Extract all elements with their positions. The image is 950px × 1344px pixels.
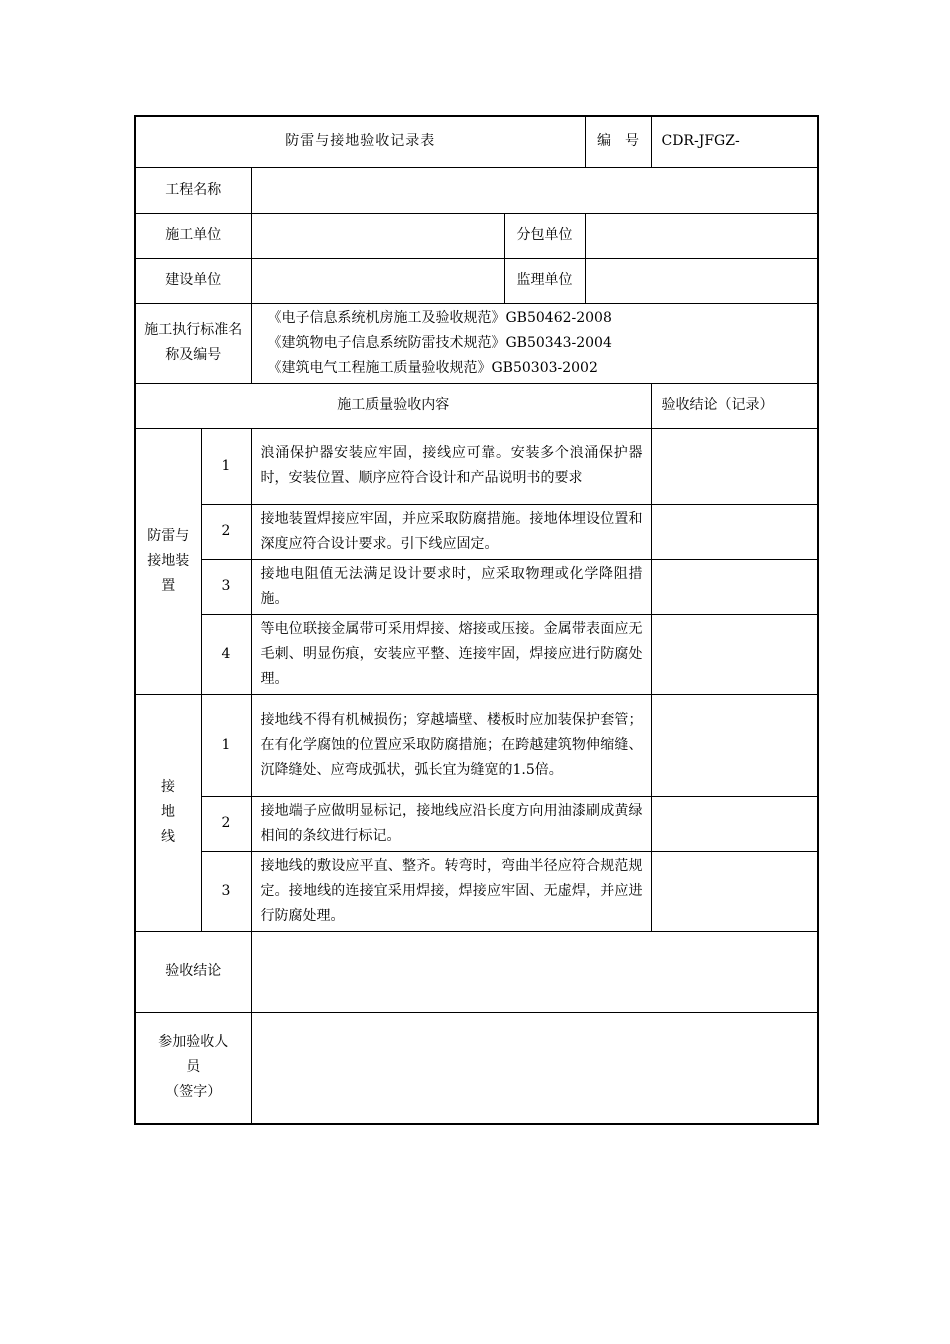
- participants-label: [135, 1012, 251, 1124]
- form-title: 防雷与接地验收记录表: [135, 116, 585, 167]
- subcontract-unit-field[interactable]: [585, 213, 818, 258]
- construction-unit-label: 施工单位: [135, 213, 251, 258]
- participants-signature-field[interactable]: [251, 1012, 818, 1124]
- number-value[interactable]: CDR-JFGZ-: [651, 116, 818, 167]
- project-name-field[interactable]: [251, 167, 818, 213]
- item-conclusion-field[interactable]: [651, 559, 818, 614]
- item-description: 浪涌保护器安装应牢固，接线应可靠。安装多个浪涌保护器时，安装位置、顺序应符合设计和产品说明书的要求: [251, 428, 651, 504]
- content-header: 施工质量验收内容: [135, 383, 651, 428]
- standard-item: 《电子信息系统机房施工及验收规范》GB50462-2008: [267, 309, 612, 326]
- section-name-lightning: 防雷与接地装置: [135, 428, 201, 694]
- item-description: 接地线不得有机械损伤；穿越墙壁、楼板时应加装保护套管；在有化学腐蚀的位置应采取防腐措施；在跨越建筑物伸缩缝、沉降缝处、应弯成弧状，弧长宜为缝宽的1.5倍。: [251, 694, 651, 796]
- number-label: 编 号: [585, 116, 651, 167]
- subcontract-unit-label: 分包单位: [504, 213, 585, 258]
- acceptance-conclusion-label: 验收结论: [135, 931, 251, 1012]
- standards-label: 施工执行标准名称及编号: [135, 303, 251, 383]
- item-number: 1: [201, 428, 251, 504]
- item-number: 2: [201, 504, 251, 559]
- item-description: 接地装置焊接应牢固，并应采取防腐措施。接地体埋设位置和深度应符合设计要求。引下线应固定。: [251, 504, 651, 559]
- standards-list: [251, 303, 818, 383]
- item-number: 3: [201, 559, 251, 614]
- item-description: 接地线的敷设应平直、整齐。转弯时，弯曲半径应符合规范规定。接地线的连接宜采用焊接，焊接应牢固、无虚焊，并应进行防腐处理。: [251, 851, 651, 931]
- construction-unit-field[interactable]: [251, 213, 504, 258]
- item-conclusion-field[interactable]: [651, 694, 818, 796]
- item-description: 等电位联接金属带可采用焊接、熔接或压接。金属带表面应无毛刺、明显伤痕，安装应平整、连接牢固，焊接应进行防腐处理。: [251, 614, 651, 694]
- conclusion-header: 验收结论（记录）: [651, 383, 818, 428]
- item-number: 1: [201, 694, 251, 796]
- owner-unit-label: 建设单位: [135, 258, 251, 303]
- item-conclusion-field[interactable]: [651, 428, 818, 504]
- item-description: 接地电阻值无法满足设计要求时，应采取物理或化学降阻措施。: [251, 559, 651, 614]
- supervision-unit-field[interactable]: [585, 258, 818, 303]
- item-conclusion-field[interactable]: [651, 504, 818, 559]
- item-conclusion-field[interactable]: [651, 796, 818, 851]
- signature-note: （签字）: [165, 1084, 222, 1101]
- acceptance-record-form: [134, 115, 819, 1125]
- section-name-grounding-wire: 接地线: [135, 694, 201, 931]
- standard-item: 《建筑电气工程施工质量验收规范》GB50303-2002: [267, 359, 598, 376]
- supervision-unit-label: 监理单位: [504, 258, 585, 303]
- item-description: 接地端子应做明显标记，接地线应沿长度方向用油漆刷成黄绿相间的条纹进行标记。: [251, 796, 651, 851]
- acceptance-conclusion-field[interactable]: [251, 931, 818, 1012]
- project-name-label: 工程名称: [135, 167, 251, 213]
- owner-unit-field[interactable]: [251, 258, 504, 303]
- item-conclusion-field[interactable]: [651, 614, 818, 694]
- participants-label-text: 参加验收人员: [158, 1034, 229, 1076]
- item-number: 4: [201, 614, 251, 694]
- standard-item: 《建筑物电子信息系统防雷技术规范》GB50343-2004: [267, 334, 612, 351]
- item-number: 2: [201, 796, 251, 851]
- item-number: 3: [201, 851, 251, 931]
- item-conclusion-field[interactable]: [651, 851, 818, 931]
